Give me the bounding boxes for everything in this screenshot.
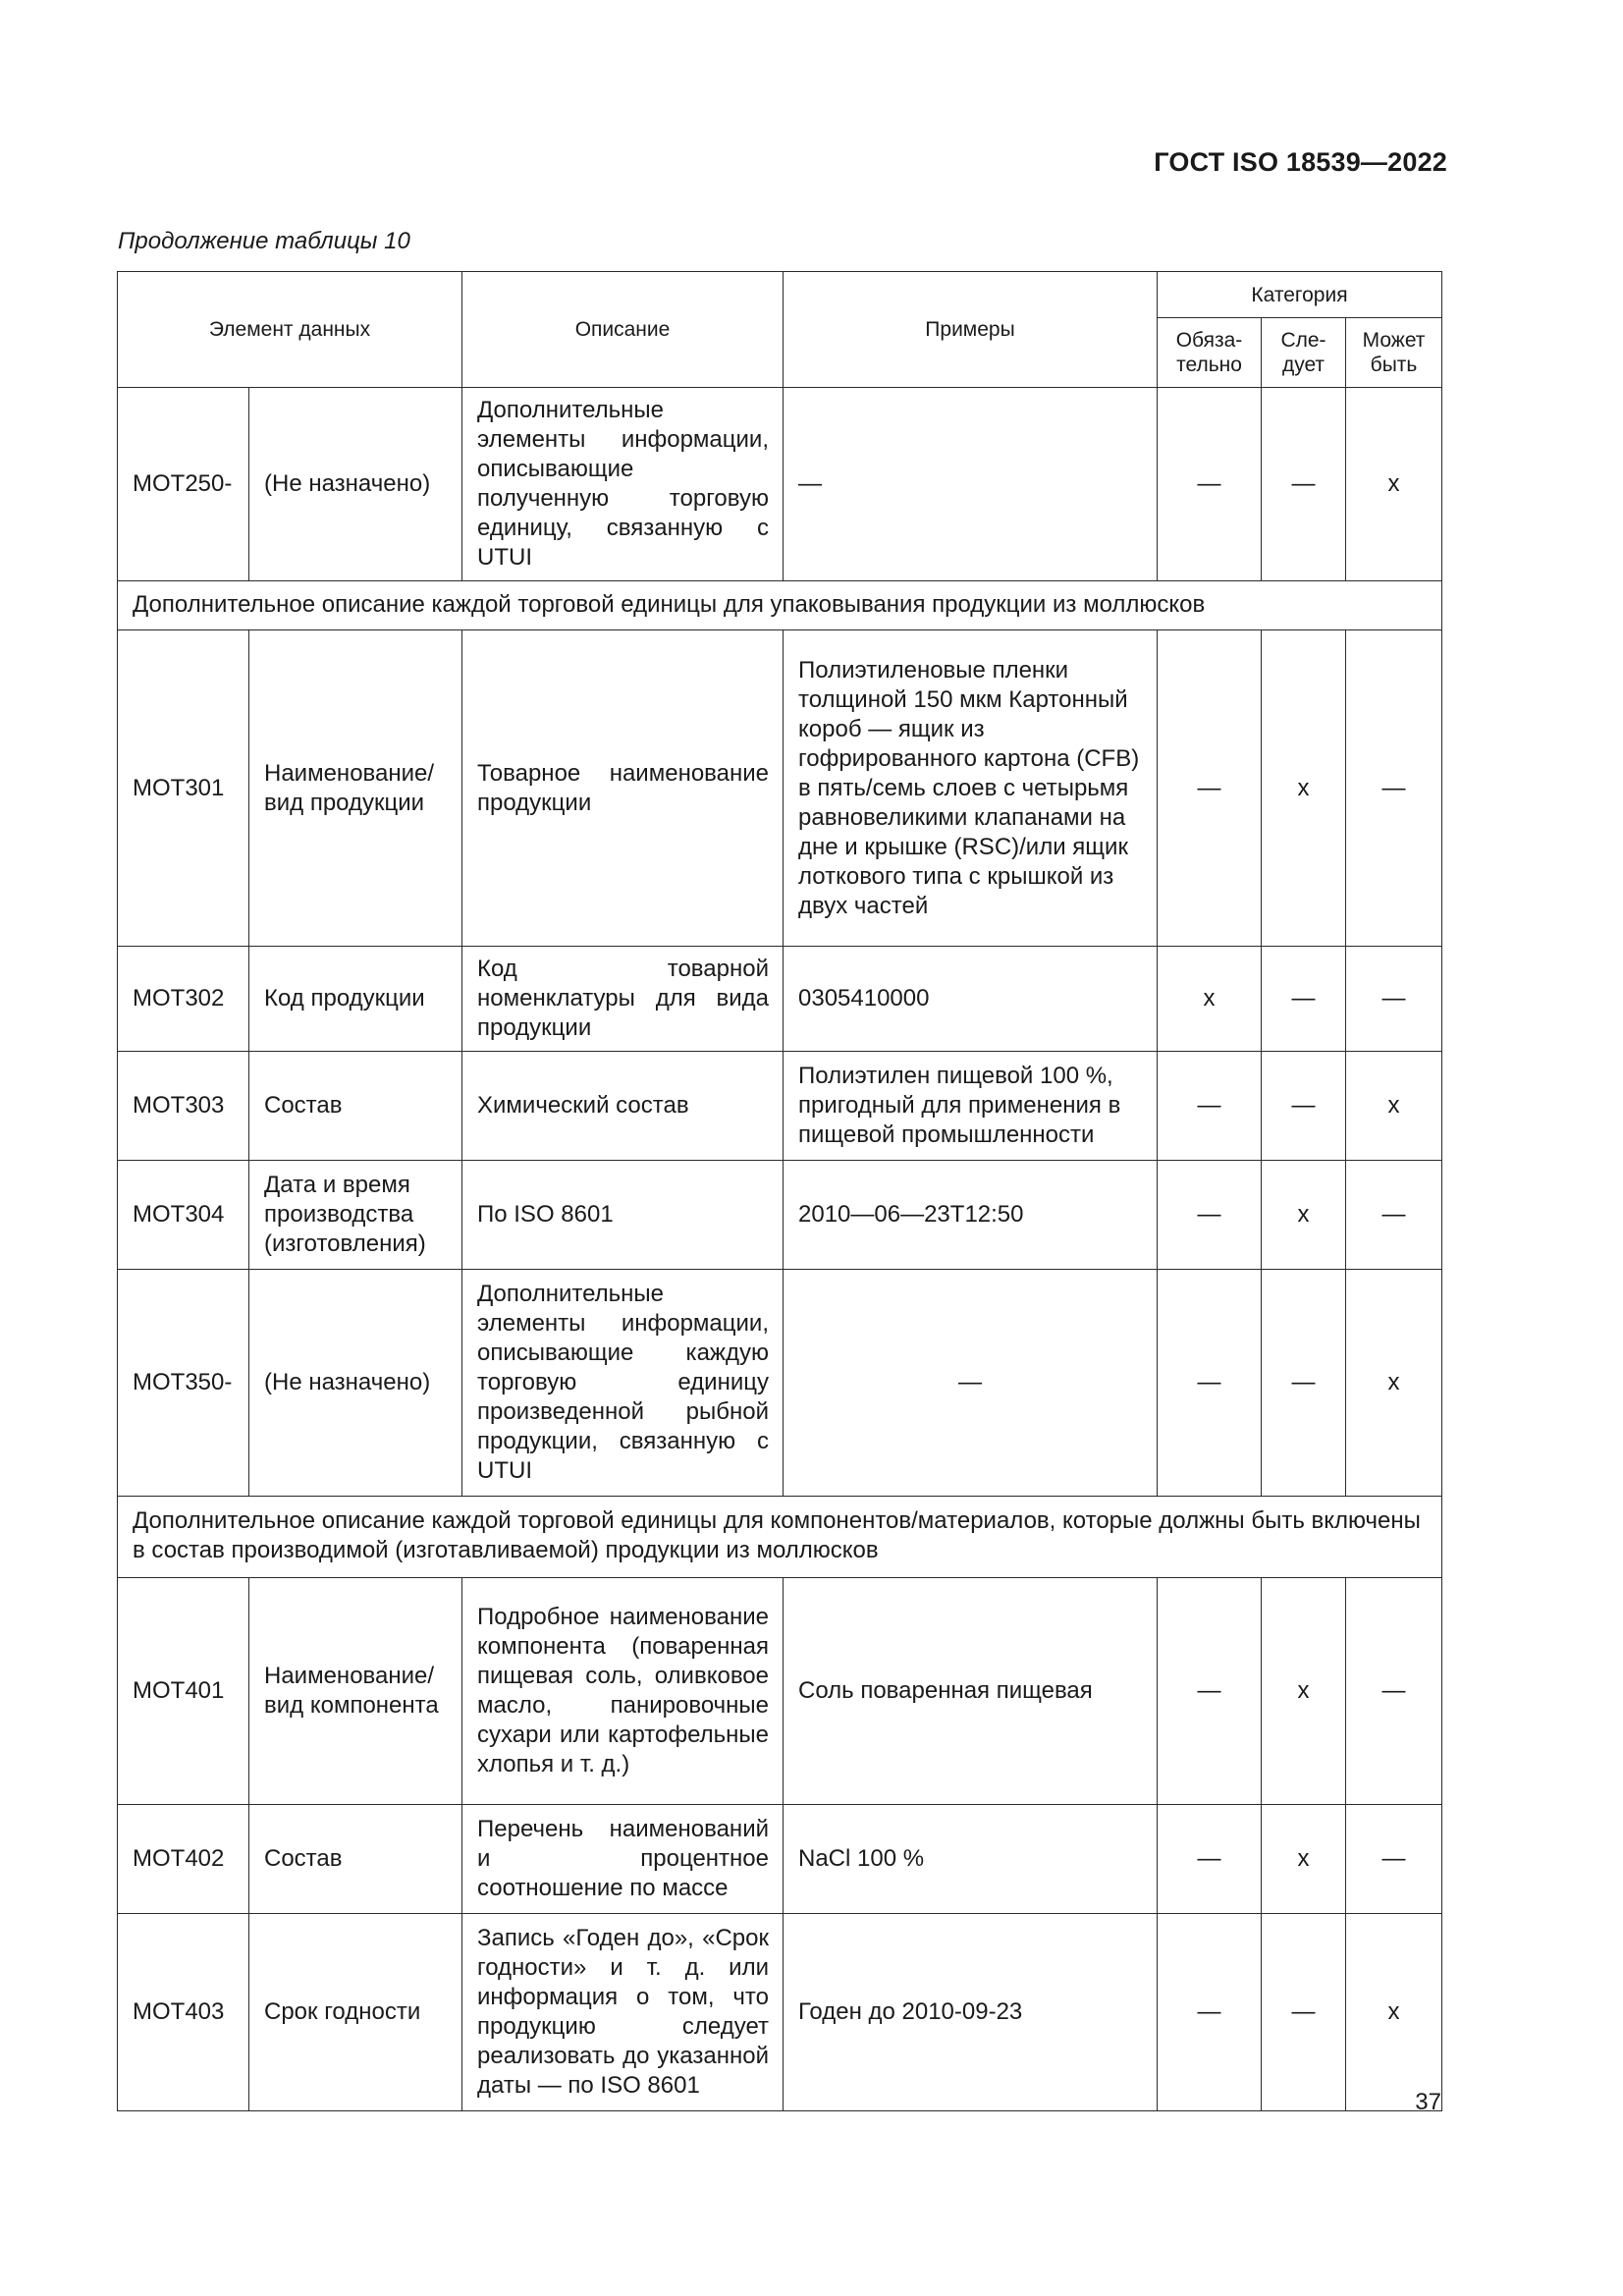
category-mandatory: — — [1158, 1578, 1262, 1805]
table-row — [118, 1270, 1442, 1497]
category-should: x — [1262, 1805, 1346, 1914]
element-example: 2010—06—23T12:50 — [784, 1161, 1158, 1270]
category-may: x — [1346, 388, 1442, 581]
category-should: x — [1262, 630, 1346, 947]
header-mandatory: Обяза-тельно — [1158, 318, 1262, 388]
category-should: — — [1262, 947, 1346, 1052]
category-may: — — [1346, 630, 1442, 947]
category-may: — — [1346, 947, 1442, 1052]
header-category: Категория — [1158, 272, 1442, 318]
element-code: MOT250- — [118, 388, 249, 581]
category-may: x — [1346, 1270, 1442, 1497]
category-mandatory: — — [1158, 388, 1262, 581]
category-mandatory: — — [1158, 1161, 1262, 1270]
element-example: — — [784, 1270, 1158, 1497]
element-name: Код продукции — [249, 947, 462, 1052]
element-example: Соль поваренная пищевая — [784, 1578, 1158, 1805]
category-mandatory: x — [1158, 947, 1262, 1052]
category-may: — — [1346, 1805, 1442, 1914]
category-should: x — [1262, 1578, 1346, 1805]
category-may: x — [1346, 1052, 1442, 1161]
element-name: Наименование/ вид продукции — [249, 630, 462, 947]
table-row — [118, 1805, 1442, 1914]
category-mandatory: — — [1158, 1052, 1262, 1161]
element-name: Состав — [249, 1052, 462, 1161]
element-example: Полиэтилен пищевой 100 %, пригодный для применения в пищевой промышленности — [784, 1052, 1158, 1161]
section-row — [118, 581, 1442, 630]
table-row — [118, 1052, 1442, 1161]
section-row — [118, 1497, 1442, 1578]
element-description: Дополнительные элементы информации, описывающие каждую торговую единицу произведенной рыбной продукции, связанную с UTUI — [462, 1270, 784, 1497]
table-row — [118, 388, 1442, 581]
category-mandatory: — — [1158, 1805, 1262, 1914]
page-number: 37 — [1415, 2089, 1441, 2115]
element-description: Запись «Годен до», «Срок годности» и т. д. или информация о том, что продукцию следует реализовать до указанной даты — по ISO 8601 — [462, 1914, 784, 2111]
element-description: Дополнительные элементы информации, описывающие полученную торговую единицу, связанную с UTUI — [462, 388, 784, 581]
category-may: — — [1346, 1161, 1442, 1270]
element-example: Полиэтиленовые пленки толщиной 150 мкм Картонный короб — ящик из гофрированного картона (CFB) в пять/семь слоев с четырьмя равновеликими клапанами на дне и крышке (RSC)/или ящик лоткового типа с крышкой из двух частей — [784, 630, 1158, 947]
category-should: — — [1262, 1270, 1346, 1497]
data-elements-table — [117, 271, 1442, 2111]
category-should: x — [1262, 1161, 1346, 1270]
element-name: Наименование/ вид компонента — [249, 1578, 462, 1805]
element-description: Подробное наименование компонента (поваренная пищевая соль, оливковое масло, панировочные сухари или картофельные хлопья и т. д.) — [462, 1578, 784, 1805]
category-may: — — [1346, 1578, 1442, 1805]
element-name: (Не назначено) — [249, 1270, 462, 1497]
table-row — [118, 630, 1442, 947]
element-code: MOT403 — [118, 1914, 249, 2111]
table-row — [118, 1914, 1442, 2111]
category-should: — — [1262, 388, 1346, 581]
category-may: x — [1346, 1914, 1442, 2111]
element-example: 0305410000 — [784, 947, 1158, 1052]
element-code: MOT304 — [118, 1161, 249, 1270]
element-description: Код товарной номенклатуры для вида продукции — [462, 947, 784, 1052]
element-code: MOT303 — [118, 1052, 249, 1161]
element-description: По ISO 8601 — [462, 1161, 784, 1270]
document-standard-header: ГОСТ ISO 18539—2022 — [1154, 147, 1447, 177]
element-code: MOT402 — [118, 1805, 249, 1914]
element-example: — — [784, 388, 1158, 581]
element-description: Товарное наименование продукции — [462, 630, 784, 947]
category-mandatory: — — [1158, 1270, 1262, 1497]
header-examples: Примеры — [784, 272, 1158, 388]
element-example: NaCl 100 % — [784, 1805, 1158, 1914]
element-description: Химический состав — [462, 1052, 784, 1161]
table-row — [118, 1161, 1442, 1270]
element-name: Состав — [249, 1805, 462, 1914]
category-mandatory: — — [1158, 630, 1262, 947]
element-description: Перечень наименований и процентное соотношение по массе — [462, 1805, 784, 1914]
header-description: Описание — [462, 272, 784, 388]
table-caption: Продолжение таблицы 10 — [118, 228, 410, 254]
element-name: (Не назначено) — [249, 388, 462, 581]
element-code: MOT401 — [118, 1578, 249, 1805]
element-code: MOT350- — [118, 1270, 249, 1497]
element-name: Дата и время производства (изготовления) — [249, 1161, 462, 1270]
section-heading: Дополнительное описание каждой торговой единицы для упаковывания продукции из моллюсков — [118, 581, 1442, 630]
element-name: Срок годности — [249, 1914, 462, 2111]
category-mandatory: — — [1158, 1914, 1262, 2111]
header-should: Сле-дует — [1262, 318, 1346, 388]
element-code: MOT302 — [118, 947, 249, 1052]
element-code: MOT301 — [118, 630, 249, 947]
category-should: — — [1262, 1052, 1346, 1161]
element-example: Годен до 2010-09-23 — [784, 1914, 1158, 2111]
section-heading: Дополнительное описание каждой торговой единицы для компонентов/материалов, которые должны быть включены в состав производимой (изготавливаемой) продукции из моллюсков — [118, 1497, 1442, 1578]
header-may: Может быть — [1346, 318, 1442, 388]
table-row — [118, 1578, 1442, 1805]
header-element: Элемент данных — [118, 272, 462, 388]
table-row — [118, 947, 1442, 1052]
category-should: — — [1262, 1914, 1346, 2111]
